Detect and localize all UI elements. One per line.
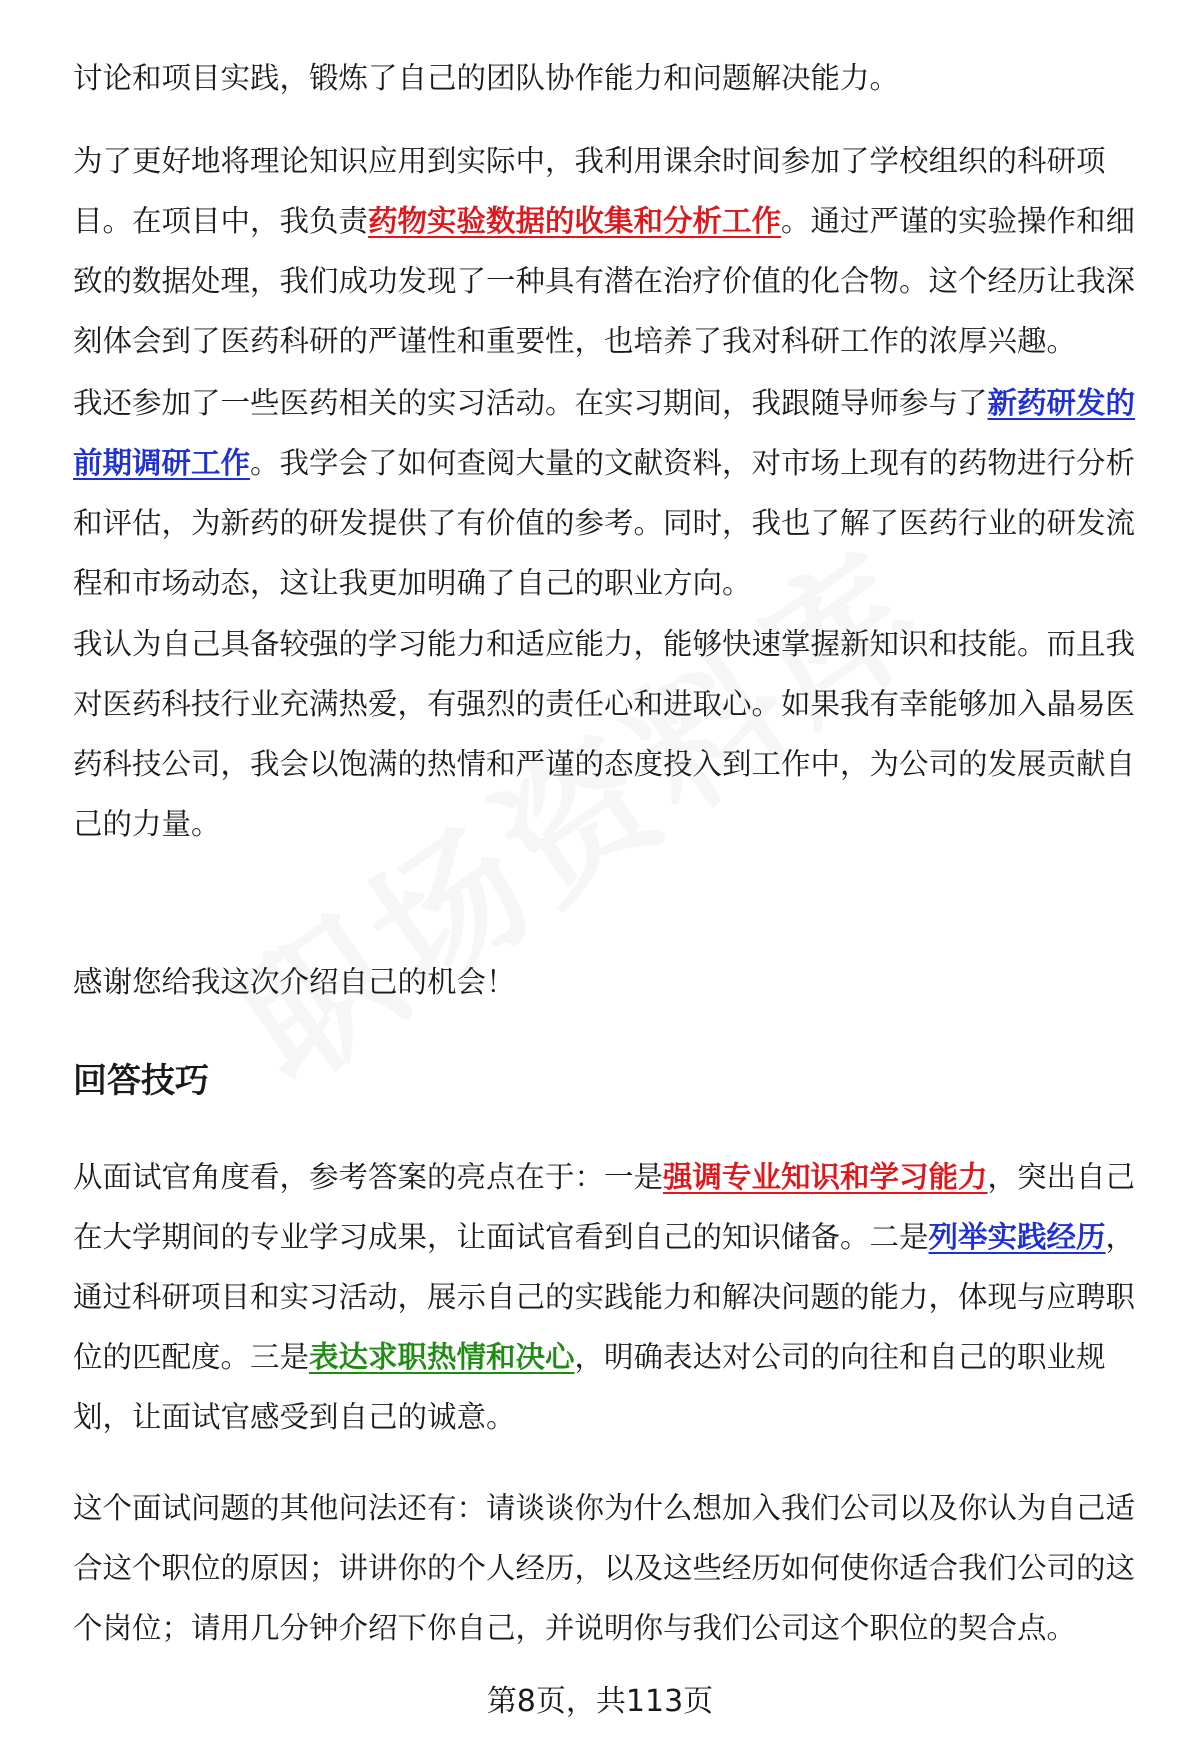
paragraph-internship: [73, 373, 1148, 613]
highlight-red: 强调专业知识和学习能力: [663, 1160, 988, 1194]
highlight-blue: 新药研发的前期调研工作: [73, 386, 1136, 480]
highlight-green: 表达求职热情和决心: [309, 1340, 575, 1374]
paragraph-alternative-questions: [73, 1478, 1148, 1658]
paragraph-text: ，通过科研项目和实习活动，展示自己的实践能力和解决问题的能力，体现与应聘职位的匹配度。三是: [73, 1220, 1136, 1374]
paragraph-self-assessment: [73, 614, 1148, 854]
section-heading: 回答技巧: [73, 1061, 209, 1101]
paragraph-intro-end: [73, 48, 1148, 108]
paragraph-text: 。我学会了如何查阅大量的文献资料，对市场上现有的药物进行分析和评估，为新药的研发提供了有价值的参考。同时，我也了解了医药行业的研发流程和市场动态，这让我更加明确了自己的职业方向。: [73, 446, 1136, 600]
paragraph-text: ，突出自己在大学期间的专业学习成果，让面试官看到自己的知识储备。二是: [73, 1160, 1136, 1254]
paragraph-research-project: [73, 131, 1148, 371]
paragraph-text: 从面试官角度看，参考答案的亮点在于：一是: [73, 1160, 664, 1194]
highlight-blue: 列举实践经历: [928, 1220, 1106, 1254]
paragraph-text: 感谢您给我这次介绍自己的机会！: [73, 965, 516, 999]
page-number: 第8页，共113页: [486, 1684, 714, 1719]
paragraph-text: 这个面试问题的其他问法还有：请谈谈你为什么想加入我们公司以及你认为自己适合这个职位的原因；讲讲你的个人经历，以及这些经历如何使你适合我们公司的这个岗位；请用几分钟介绍下你自己，并说明你与我们公司这个职位的契合点。: [73, 1491, 1136, 1645]
paragraph-text: ，明确表达对公司的向往和自己的职业规划，让面试官感受到自己的诚意。: [73, 1340, 1106, 1434]
paragraph-text: 讨论和项目实践，锻炼了自己的团队协作能力和问题解决能力。: [73, 61, 900, 95]
paragraph-text: 我还参加了一些医药相关的实习活动。在实习期间，我跟随导师参与了: [73, 386, 988, 420]
paragraph-answer-tips: [73, 1147, 1148, 1447]
paragraph-thanks: [73, 952, 1148, 1012]
paragraph-text: 我认为自己具备较强的学习能力和适应能力，能够快速掌握新知识和技能。而且我对医药科技行业充满热爱，有强烈的责任心和进取心。如果我有幸能够加入晶易医药科技公司，我会以饱满的热情和严谨的态度投入到工作中，为公司的发展贡献自己的力量。: [73, 627, 1136, 841]
highlight-red: 药物实验数据的收集和分析工作: [368, 204, 782, 238]
paragraph-text: 。通过严谨的实验操作和细致的数据处理，我们成功发现了一种具有潜在治疗价值的化合物。这个经历让我深刻体会到了医药科研的严谨性和重要性，也培养了我对科研工作的浓厚兴趣。: [73, 204, 1136, 358]
paragraph-text: 为了更好地将理论知识应用到实际中，我利用课余时间参加了学校组织的科研项目。在项目中，我负责: [73, 144, 1106, 238]
